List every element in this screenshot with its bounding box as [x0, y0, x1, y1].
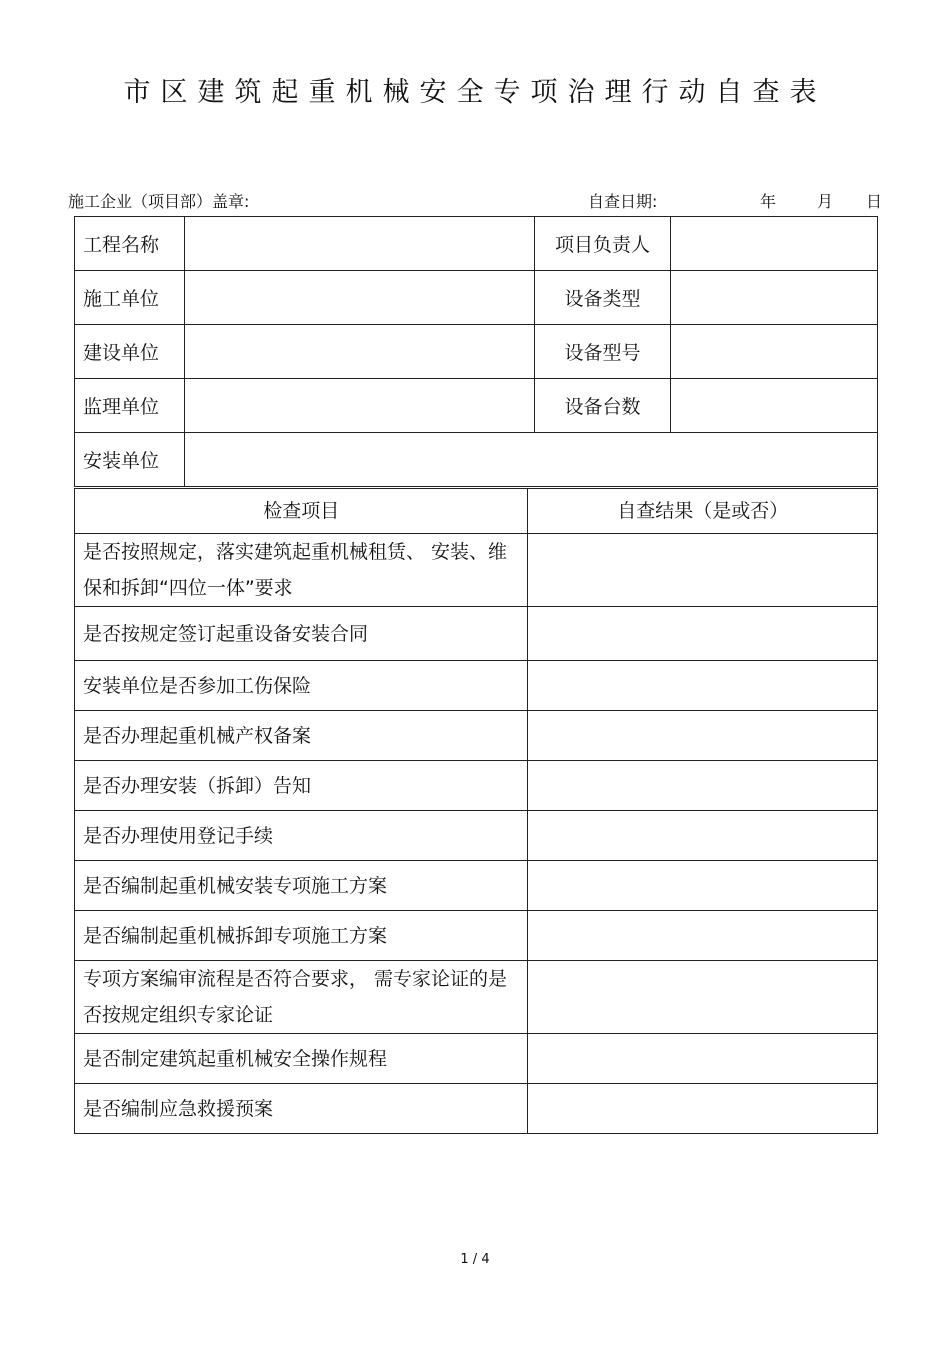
check-result-field[interactable] — [528, 861, 878, 911]
check-result-field[interactable] — [528, 711, 878, 761]
check-result-field[interactable] — [528, 761, 878, 811]
check-item: 是否编制应急救援预案 — [75, 1084, 528, 1134]
check-result-field[interactable] — [528, 607, 878, 661]
developer-unit-field[interactable] — [185, 325, 535, 379]
equipment-count-label: 设备台数 — [535, 379, 671, 433]
date-label: 自查日期: — [588, 192, 658, 211]
equipment-model-field[interactable] — [671, 325, 878, 379]
project-manager-field[interactable] — [671, 217, 878, 271]
col-result-header: 自查结果（是或否） — [528, 489, 878, 534]
check-item: 是否编制起重机械拆卸专项施工方案 — [75, 911, 528, 961]
check-item: 是否办理起重机械产权备案 — [75, 711, 528, 761]
info-table — [74, 216, 878, 487]
check-result-field[interactable] — [528, 811, 878, 861]
installation-unit-label: 安装单位 — [75, 433, 185, 487]
check-item: 是否按照规定，落实建筑起重机械租赁、 安装、维保和拆卸“四位一体”要求 — [75, 534, 528, 607]
equipment-type-field[interactable] — [671, 271, 878, 325]
project-name-label: 工程名称 — [75, 217, 185, 271]
check-result-field[interactable] — [528, 911, 878, 961]
info-row — [75, 379, 878, 433]
construction-unit-field[interactable] — [185, 271, 535, 325]
check-row — [75, 761, 878, 811]
check-row — [75, 861, 878, 911]
supervision-unit-field[interactable] — [185, 379, 535, 433]
company-stamp-label: 施工企业（项目部）盖章: — [68, 192, 250, 211]
info-row — [75, 217, 878, 271]
check-result-field[interactable] — [528, 961, 878, 1034]
check-result-field[interactable] — [528, 661, 878, 711]
installation-unit-field[interactable] — [185, 433, 878, 487]
month-label: 月 — [817, 192, 834, 211]
supervision-unit-label: 监理单位 — [75, 379, 185, 433]
check-row — [75, 911, 878, 961]
check-result-field[interactable] — [528, 1084, 878, 1134]
check-item: 专项方案编审流程是否符合要求， 需专家论证的是否按规定组织专家论证 — [75, 961, 528, 1034]
developer-unit-label: 建设单位 — [75, 325, 185, 379]
info-row — [75, 325, 878, 379]
check-item: 是否编制起重机械安装专项施工方案 — [75, 861, 528, 911]
check-item: 是否办理安装（拆卸）告知 — [75, 761, 528, 811]
project-name-field[interactable] — [185, 217, 535, 271]
check-item: 是否按规定签订起重设备安装合同 — [75, 607, 528, 661]
project-manager-label: 项目负责人 — [535, 217, 671, 271]
equipment-count-field[interactable] — [671, 379, 878, 433]
check-item: 是否办理使用登记手续 — [75, 811, 528, 861]
year-label: 年 — [760, 192, 777, 211]
info-row — [75, 433, 878, 487]
check-table — [74, 488, 878, 1134]
construction-unit-label: 施工单位 — [75, 271, 185, 325]
info-row — [75, 271, 878, 325]
day-label: 日 — [866, 192, 883, 211]
check-row — [75, 1084, 878, 1134]
page-number: 1 / 4 — [460, 1252, 490, 1267]
page-title: 市区建筑起重机械安全专项治理行动自查表 — [123, 77, 827, 108]
equipment-type-label: 设备类型 — [535, 271, 671, 325]
check-row — [75, 661, 878, 711]
check-row — [75, 961, 878, 1034]
check-item: 安装单位是否参加工伤保险 — [75, 661, 528, 711]
check-header-row — [75, 489, 878, 534]
check-result-field[interactable] — [528, 1034, 878, 1084]
check-item: 是否制定建筑起重机械安全操作规程 — [75, 1034, 528, 1084]
check-row — [75, 534, 878, 607]
equipment-model-label: 设备型号 — [535, 325, 671, 379]
check-result-field[interactable] — [528, 534, 878, 607]
check-row — [75, 711, 878, 761]
col-item-header: 检查项目 — [75, 489, 528, 534]
check-row — [75, 1034, 878, 1084]
check-row — [75, 811, 878, 861]
check-row — [75, 607, 878, 661]
